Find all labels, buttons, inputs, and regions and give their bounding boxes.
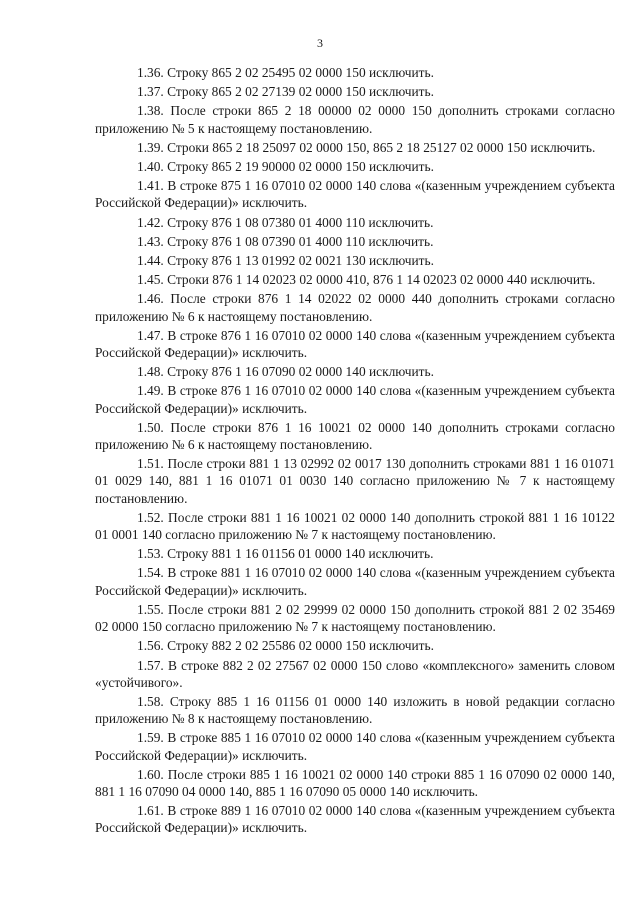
list-item: 1.38. После строки 865 2 18 00000 02 0000 150 дополнить строками согласно приложению № 5 к настоящему постановлению. xyxy=(95,103,615,136)
list-item: 1.47. В строке 876 1 16 07010 02 0000 140 слова «(казенным учреждением субъекта Российской Федерации)» исключить. xyxy=(95,327,615,361)
list-item: 1.39. Строки 865 2 18 25097 02 0000 150, 865 2 18 25127 02 0000 150 исключить. xyxy=(137,139,596,155)
list-item: 1.44. Строку 876 1 13 01992 02 0021 130 исключить. xyxy=(137,253,434,269)
list-item: 1.55. После строки 881 2 02 29999 02 0000 150 дополнить строкой 881 2 02 35469 02 0000 150 согласно приложению № 7 к настоящему постановлению. xyxy=(95,601,615,635)
list-item: 1.51. После строки 881 1 13 02992 02 0017 130 дополнить строками 881 1 16 01071 01 0029 140, 881 1 16 01071 01 0030 140 согласно приложению № 7 к настоящему постановлению. xyxy=(95,456,615,506)
list-item: 1.52. После строки 881 1 16 10021 02 0000 140 дополнить строкой 881 1 16 10122 01 0001 140 согласно приложению № 7 к настоящему постановлению. xyxy=(95,509,615,543)
list-item: 1.54. В строке 881 1 16 07010 02 0000 140 слова «(казенным учреждением субъекта Российской Федерации)» исключить. xyxy=(95,565,615,598)
list-item: 1.59. В строке 885 1 16 07010 02 0000 140 слова «(казенным учреждением субъекта Российской Федерации)» исключить. xyxy=(95,730,615,763)
list-item: 1.50. После строки 876 1 16 10021 02 0000 140 дополнить строками согласно приложению № 6 к настоящему постановлению. xyxy=(95,419,615,453)
list-item: 1.46. После строки 876 1 14 02022 02 0000 440 дополнить строками согласно приложению № 6 к настоящему постановлению. xyxy=(95,291,615,324)
list-item: 1.53. Строку 881 1 16 01156 01 0000 140 исключить. xyxy=(137,546,434,562)
list-item: 1.60. После строки 885 1 16 10021 02 0000 140 строки 885 1 16 07090 02 0000 140, 881 1 16 07090 04 0000 140, 885 1 16 07090 05 0000 140 исключить. xyxy=(95,766,615,799)
list-item: 1.57. В строке 882 2 02 27567 02 0000 150 слово «комплексного» заменить словом «устойчивого». xyxy=(95,657,615,690)
list-item: 1.42. Строку 876 1 08 07380 01 4000 110 исключить. xyxy=(137,214,434,230)
list-item: 1.58. Строку 885 1 16 01156 01 0000 140 изложить в новой редакции согласно приложению № 8 к настоящему постановлению. xyxy=(95,693,615,727)
list-item: 1.61. В строке 889 1 16 07010 02 0000 140 слова «(казенным учреждением субъекта Российской Федерации)» исключить. xyxy=(95,803,615,836)
document-body xyxy=(95,64,615,839)
list-item: 1.40. Строку 865 2 19 90000 02 0000 150 исключить. xyxy=(137,159,434,175)
list-item: 1.56. Строку 882 2 02 25586 02 0000 150 исключить. xyxy=(137,638,434,654)
list-item: 1.36. Строку 865 2 02 25495 02 0000 150 исключить. xyxy=(137,65,434,80)
list-item: 1.49. В строке 876 1 16 07010 02 0000 140 слова «(казенным учреждением субъекта Российской Федерации)» исключить. xyxy=(95,383,615,416)
list-item: 1.41. В строке 875 1 16 07010 02 0000 140 слова «(казенным учреждением субъекта Российской Федерации)» исключить. xyxy=(95,178,615,211)
list-item: 1.45. Строки 876 1 14 02023 02 0000 410, 876 1 14 02023 02 0000 440 исключить. xyxy=(137,272,596,288)
list-item: 1.48. Строку 876 1 16 07090 02 0000 140 исключить. xyxy=(137,364,434,380)
list-item: 1.43. Строку 876 1 08 07390 01 4000 110 исключить. xyxy=(137,233,434,249)
page-number: 3 xyxy=(317,36,323,50)
list-item: 1.37. Строку 865 2 02 27139 02 0000 150 исключить. xyxy=(137,84,434,100)
